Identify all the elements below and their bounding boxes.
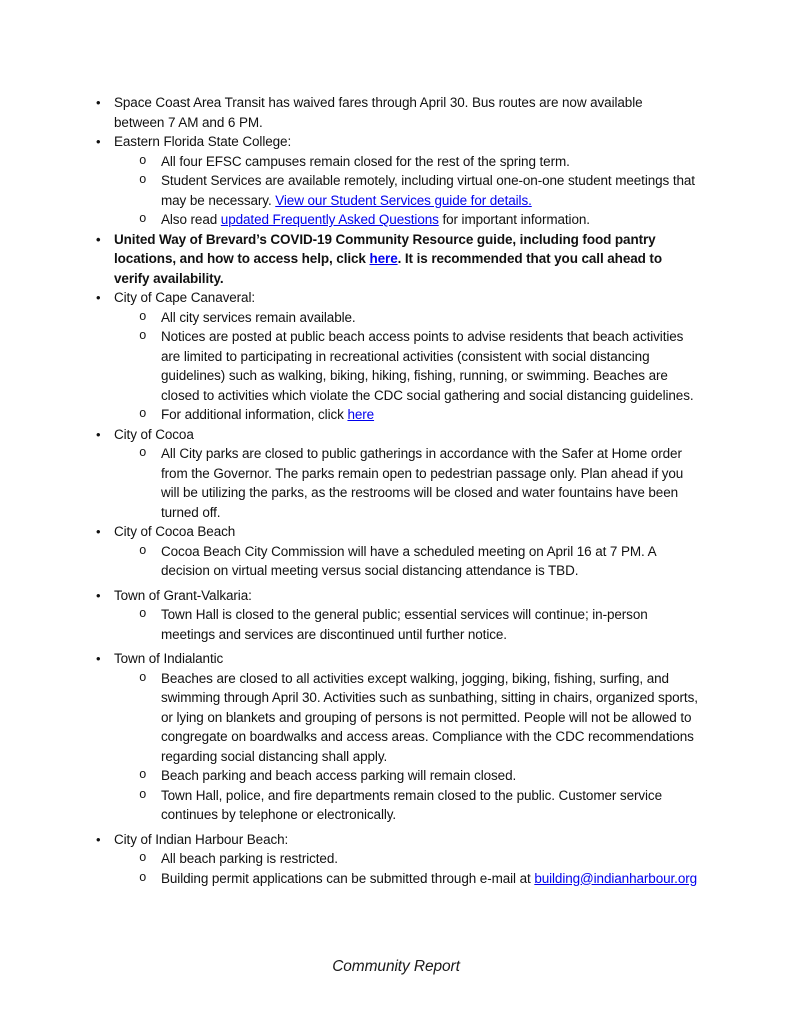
paragraph-text: [161, 766, 699, 786]
bullet-group: [0, 830, 792, 889]
circle-bullet-icon: o: [139, 309, 147, 324]
circle-bullet-icon: o: [139, 543, 147, 558]
circle-bullet-icon: o: [139, 173, 147, 187]
list-item: [0, 649, 792, 669]
paragraph-text: [114, 288, 694, 308]
sub-list-item: [0, 869, 792, 889]
text-run: For additional information, click: [161, 407, 348, 422]
paragraph-text: [161, 869, 699, 889]
paragraph-text: [114, 230, 694, 289]
bullet-group: [0, 649, 792, 825]
paragraph-text: [161, 210, 699, 230]
paragraph-text: [161, 605, 699, 644]
bullet-icon: •: [96, 587, 101, 603]
paragraph-text: [161, 152, 699, 172]
bullet-icon: •: [96, 231, 101, 247]
bullet-group: [0, 586, 792, 645]
sub-list-item: [0, 210, 792, 230]
paragraph-text: [114, 522, 694, 542]
text-run: United Way of Brevard’s COVID-19 Community Resource guide, including food pantry locations, and how to access help, click: [114, 231, 656, 266]
bullet-group: [0, 230, 792, 289]
text-run: Beach parking and beach access parking will remain closed.: [161, 768, 517, 783]
list-item: [0, 288, 792, 308]
text-run: All four EFSC campuses remain closed for the rest of the spring term.: [161, 153, 570, 169]
paragraph-text: [161, 849, 699, 869]
footer-community-report: Community Report: [332, 958, 460, 975]
sub-list-item: [0, 405, 792, 425]
hyperlink[interactable]: here: [347, 407, 375, 422]
sub-list-item: [0, 152, 792, 172]
paragraph-text: [114, 93, 694, 132]
circle-bullet-icon: o: [139, 851, 147, 865]
bullet-list: [0, 93, 792, 888]
sub-list-item: [0, 849, 792, 869]
sub-list-item: [0, 605, 792, 644]
text-run: All city services remain available.: [161, 309, 356, 325]
text-run: Notices are posted at public beach access points to advise residents that beach activities are limited to participating in recreational activities (consistent with social distancing guidelines) such as walking, biking, hiking, fishing, running, or swimming. Beaches are closed to activities which violate the CDC social gathering and social distancing guidelines.: [161, 329, 694, 403]
sub-list-item: [0, 542, 792, 581]
paragraph-text: [114, 132, 694, 152]
bullet-group: [0, 93, 792, 132]
bullet-icon: •: [96, 651, 101, 666]
sub-list-item: [0, 786, 792, 825]
paragraph-text: [114, 586, 694, 606]
sub-list-item: [0, 327, 792, 405]
circle-bullet-icon: o: [139, 407, 147, 421]
paragraph-text: [161, 444, 699, 522]
text-run: City of Cape Canaveral:: [114, 290, 256, 305]
text-run: Student Services are available remotely, including virtual one-on-one student meetings that may be necessary.: [161, 173, 695, 208]
bullet-icon: •: [96, 134, 101, 149]
sub-list-item: [0, 171, 792, 210]
text-run: Town of Grant-Valkaria:: [114, 587, 252, 603]
text-run: Space Coast Area Transit has waived fares through April 30. Bus routes are now available between 7 AM and 6 PM.: [114, 95, 643, 130]
sub-list-item: [0, 308, 792, 328]
bullet-group: [0, 132, 792, 230]
hyperlink[interactable]: building@indianharbour.org: [534, 870, 698, 886]
text-run: All beach parking is restricted.: [161, 851, 338, 866]
list-item: [0, 586, 792, 606]
circle-bullet-icon: o: [139, 768, 147, 782]
bullet-icon: •: [96, 831, 101, 847]
sub-list-item: [0, 766, 792, 786]
paragraph-text: [161, 308, 699, 328]
bullet-group: [0, 288, 792, 425]
hyperlink[interactable]: here: [369, 251, 398, 266]
text-run: Building permit applications can be submitted through e-mail at: [161, 870, 535, 886]
list-item: [0, 230, 792, 289]
sub-list-item: [0, 444, 792, 522]
bullet-icon: •: [96, 426, 101, 442]
text-run: for important information.: [438, 212, 590, 227]
bullet-group: [0, 425, 792, 523]
text-run: Town Hall, police, and fire departments remain closed to the public. Customer service continues by telephone or electronically.: [161, 787, 662, 822]
text-run: City of Cocoa: [114, 426, 194, 442]
text-run: City of Indian Harbour Beach:: [114, 831, 289, 847]
bullet-icon: •: [96, 290, 101, 305]
hyperlink[interactable]: updated Frequently Asked Questions: [220, 212, 439, 227]
list-item: [0, 830, 792, 850]
paragraph-text: [114, 649, 694, 669]
paragraph-text: [161, 405, 699, 425]
bullet-icon: •: [96, 524, 101, 539]
text-run: All City parks are closed to public gatherings in accordance with the Safer at Home order from the Governor. The parks remain open to pedestrian passage only. Plan ahead if you will be utilizing the parks, as the restrooms will be closed and water fountains have been turned off.: [161, 446, 684, 520]
circle-bullet-icon: o: [139, 607, 147, 621]
paragraph-text: [114, 830, 694, 850]
text-run: Cocoa Beach City Commission will have a scheduled meeting on April 16 at 7 PM. A decision on virtual meeting versus social distancing attendance is TBD.: [161, 543, 656, 578]
paragraph-text: [114, 425, 694, 445]
circle-bullet-icon: o: [139, 870, 147, 885]
circle-bullet-icon: o: [139, 446, 147, 460]
hyperlink[interactable]: View our Student Services guide for details.: [275, 192, 532, 208]
paragraph-text: [161, 542, 699, 581]
text-run: Eastern Florida State College:: [114, 134, 292, 149]
paragraph-text: [161, 327, 699, 405]
list-item: [0, 522, 792, 542]
circle-bullet-icon: o: [139, 329, 147, 343]
circle-bullet-icon: o: [139, 787, 147, 802]
text-run: Beaches are closed to all activities except walking, jogging, biking, fishing, surfing, and swimming through April 30. Activities such as sunbathing, sitting in chairs, organized sports, or lying on blankets and grouping of persons is not permitted. People will not be allowed to congregate on boardwalks and access areas. Compliance with the CDC recommendations regarding social distancing shall apply.: [161, 670, 698, 764]
paragraph-text: [161, 786, 699, 825]
paragraph-text: [161, 669, 699, 767]
text-run: . It is recommended that you call ahead to verify availability.: [114, 251, 662, 286]
list-item: [0, 132, 792, 152]
bullet-group: [0, 522, 792, 581]
text-run: Town of Indialantic: [114, 651, 224, 666]
text-run: City of Cocoa Beach: [114, 524, 236, 539]
sub-list-item: [0, 669, 792, 767]
list-item: [0, 93, 792, 132]
bullet-icon: •: [96, 95, 101, 110]
circle-bullet-icon: o: [139, 153, 147, 168]
circle-bullet-icon: o: [139, 212, 147, 226]
text-run: Town Hall is closed to the general public; essential services will continue; in-person meetings and services are discontinued until further notice.: [161, 607, 648, 642]
paragraph-text: [161, 171, 699, 210]
text-run: Also read: [161, 212, 221, 227]
list-item: [0, 425, 792, 445]
circle-bullet-icon: o: [139, 670, 147, 685]
